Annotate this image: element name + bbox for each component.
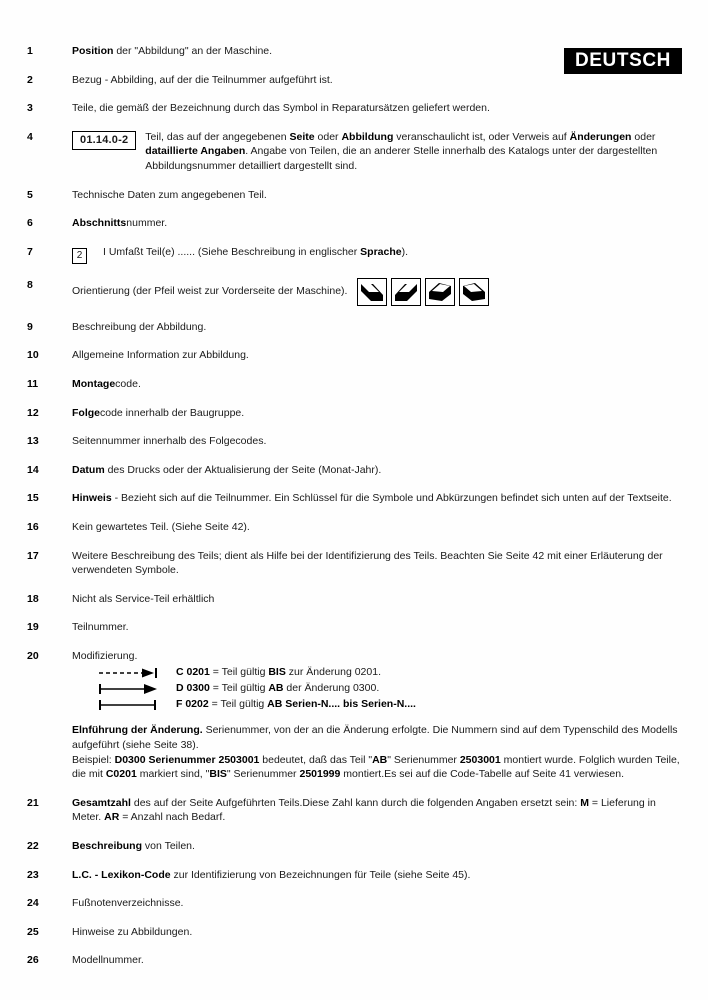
legend-entry-number: 24 (27, 897, 39, 910)
bar-line-bar-icon (98, 699, 164, 711)
legend-entry-body (72, 796, 682, 825)
dashed-line-arrow-right-with-endbar-icon (98, 667, 164, 679)
sub-1-seg-11: 2501999 (299, 768, 341, 781)
legend-entry-24 (0, 896, 708, 911)
legend-entry-number: 20 (27, 649, 39, 662)
orientation-icon-group (357, 278, 489, 306)
entry-12-seg-0: Folge (72, 406, 100, 419)
legend-entry-number: 9 (27, 320, 33, 333)
explanation-paragraph (72, 753, 682, 782)
entry-22-seg-1: von Teilen. (142, 840, 195, 853)
entry-16-seg-0: Kein gewartetes Teil. (Siehe Seite 42). (72, 520, 250, 533)
legend-entry-17 (0, 549, 708, 578)
legend-entry-22 (0, 839, 708, 854)
legend-entry-8 (0, 278, 708, 306)
modification-line-text (176, 681, 379, 696)
entry-4-seg-0: Teil, das auf der angegebenen (145, 130, 290, 143)
mod-0-seg-0: C 0201 (176, 666, 210, 679)
legend-entry-number: 26 (27, 954, 39, 967)
orientation-arrow-down-left-icon (425, 278, 455, 306)
legend-entry-text (145, 130, 682, 174)
legend-entry-body (72, 491, 682, 506)
sub-1-seg-4: " Serienummer (387, 753, 460, 766)
sub-1-seg-12: montiert.Es sei auf die Code-Tabelle auf Seite 41 verwiesen. (340, 768, 625, 781)
entry-19-seg-0: Teilnummer. (72, 621, 129, 634)
legend-entry-25 (0, 925, 708, 940)
mod-1-seg-1: = Teil gültig (209, 682, 269, 695)
entry-23-seg-1: zur Identifizierung von Bezeichnungen für Teile (siehe Seite 45). (170, 868, 471, 881)
modification-line (72, 681, 682, 696)
entry-21-seg-2: M (580, 796, 589, 809)
legend-entry-text (103, 246, 408, 258)
modification-explanation (72, 723, 682, 781)
entry-21-seg-0: Gesamtzahl (72, 796, 131, 809)
entry-4-seg-1: Seite (289, 130, 315, 143)
legend-entry-9 (0, 320, 708, 335)
entry-10-seg-0: Allgemeine Information zur Abbildung. (72, 349, 249, 362)
legend-entry-body (72, 953, 682, 968)
mod-2-seg-2: AB Serien-N.... bis Serien-N.... (267, 698, 416, 711)
entry-7-seg-2: ). (401, 245, 409, 258)
entry-4-seg-7: dataillierte Angaben (145, 145, 246, 158)
orientation-arrow-up-left-icon (391, 278, 421, 306)
legend-entry-10 (0, 348, 708, 363)
entry-11-seg-0: Montage (72, 377, 116, 390)
entry-9-seg-0: Beschreibung der Abbildung. (72, 320, 207, 333)
legend-entry-number: 8 (27, 278, 33, 291)
legend-entry-body (72, 520, 682, 535)
mod-0-seg-2: BIS (268, 666, 286, 679)
entry-3-seg-0: Teile, die gemäß der Bezeichnung durch das Symbol in Reparatursätzen geliefert werden. (72, 102, 490, 115)
legend-entry-number: 5 (27, 188, 33, 201)
legend-entry-4 (0, 130, 708, 174)
legend-entry-number: 14 (27, 463, 39, 476)
mod-1-seg-2: AB (268, 682, 284, 695)
quantity-box: 2 (72, 248, 87, 264)
legend-entry-number: 18 (27, 592, 39, 605)
entry-1-seg-1: der "Abbildung" an der Maschine. (113, 45, 273, 57)
legend-entry-18 (0, 592, 708, 607)
entry-15-seg-1: - Bezieht sich auf die Teilnummer. Ein Schlüssel für die Symbole und Abkürzungen befindet sich unten auf der Textseite. (111, 492, 672, 505)
legend-entry-body (72, 868, 682, 883)
legend-entry-7 (0, 245, 708, 264)
legend-entry-19 (0, 620, 708, 635)
entry-1-seg-0: Position (72, 45, 114, 57)
legend-entry-20 (0, 649, 708, 782)
legend-entry-26 (0, 953, 708, 968)
modification-line-text (176, 697, 416, 712)
legend-entry-number: 2 (27, 73, 33, 86)
entry-21-seg-3: = Lieferung in Meter. (72, 796, 656, 824)
legend-entry-number: 19 (27, 621, 39, 634)
language-badge: DEUTSCH (564, 48, 682, 74)
mod-0-seg-1: = Teil gültig (209, 666, 269, 679)
legend-entry-number: 17 (27, 549, 39, 562)
orientation-arrow-up-right-icon (459, 278, 489, 306)
legend-entry-body (72, 592, 682, 607)
orientation-arrow-down-right-icon (357, 278, 387, 306)
legend-entry-body (72, 44, 682, 59)
entry-12-seg-1: code innerhalb der Baugruppe. (100, 406, 245, 419)
legend-entry-13 (0, 434, 708, 449)
legend-entry-number: 11 (27, 377, 39, 390)
entry-23-seg-0: L.C. - Lexikon-Code (72, 868, 171, 881)
entry-21-seg-5: = Anzahl nach Bedarf. (119, 811, 226, 824)
legend-entry-body (72, 649, 682, 782)
legend-entry-number: 16 (27, 520, 39, 533)
modification-symbol-list (72, 665, 682, 712)
sub-0-seg-1: Serienummer, von der an die Änderung erfolgte. Die Nummern sind auf dem Typenschild des Modells aufgeführt (siehe Seite 38). (72, 724, 678, 752)
legend-entry-body (72, 406, 682, 421)
legend-entry-number: 13 (27, 435, 39, 448)
entry-21-seg-4: AR (104, 811, 120, 824)
legend-entry-body (72, 377, 682, 392)
sub-1-seg-0: Beispiel: (72, 753, 115, 766)
mod-0-seg-3: zur Änderung 0201. (285, 666, 381, 679)
modification-line (72, 665, 682, 680)
legend-entry-body (72, 245, 682, 264)
legend-entry-number: 23 (27, 868, 39, 881)
legend-entry-12 (0, 406, 708, 421)
mod-1-seg-3: der Änderung 0300. (283, 682, 380, 695)
legend-list (0, 44, 708, 982)
entry-22-seg-0: Beschreibung (72, 840, 143, 853)
legend-entry-text (72, 649, 682, 664)
legend-entry-number: 21 (27, 796, 39, 809)
entry-17-seg-0: Weitere Beschreibung des Teils; dient als Hilfe bei der Identifizierung des Teils. Beachten Sie Seite 42 mit einer Erläuterung der verwendeten Symbole. (72, 549, 663, 577)
entry-4-seg-2: oder (314, 130, 342, 143)
entry-2-seg-0: Bezug - Abbilding, auf der die Teilnummer aufgeführt ist. (72, 73, 333, 86)
legend-entry-body (72, 896, 682, 911)
sub-1-seg-9: BIS (209, 768, 227, 781)
legend-entry-6 (0, 216, 708, 231)
sub-1-seg-1: D0300 Serienummer 2503001 (114, 753, 260, 766)
sub-1-seg-7: C0201 (105, 768, 137, 781)
legend-entry-14 (0, 463, 708, 478)
legend-entry-body (72, 925, 682, 940)
legend-entry-number: 1 (27, 45, 33, 57)
sub-1-seg-8: markiert sind, " (136, 768, 210, 781)
entry-26-seg-0: Modellnummer. (72, 954, 144, 967)
legend-entry-body (72, 549, 682, 578)
mod-2-seg-0: F 0202 (176, 698, 209, 711)
bar-line-arrow-right-icon (98, 683, 164, 695)
legend-entry-body (72, 101, 682, 116)
entry-4-seg-5: Änderungen (569, 130, 632, 143)
mod-2-seg-1: = Teil gültig (208, 698, 268, 711)
entry-21-seg-1: des auf der Seite Aufgeführten Teils.Diese Zahl kann durch die folgenden Angaben ersetzt sein: (130, 796, 581, 809)
entry-7-seg-0: I Umfaßt Teil(e) ...... (Siehe Beschreibung in englischer (103, 245, 361, 258)
legend-entry-3 (0, 101, 708, 116)
legend-entry-number: 3 (27, 102, 33, 115)
entry-15-seg-0: Hinweis (72, 492, 112, 505)
legend-entry-number: 15 (27, 492, 39, 505)
legend-entry-5 (0, 188, 708, 203)
figure-reference-box[interactable]: 01.14.0-2 (72, 131, 136, 150)
legend-entry-21 (0, 796, 708, 825)
legend-entry-1 (0, 44, 708, 59)
legend-entry-15 (0, 491, 708, 506)
entry-5-seg-0: Technische Daten zum angegebenen Teil. (72, 188, 267, 201)
sub-1-seg-2: bedeutet, daß das Teil " (259, 753, 373, 766)
legend-entry-number: 7 (27, 245, 33, 258)
entry-18-seg-0: Nicht als Service-Teil erhältlich (72, 592, 215, 605)
mod-1-seg-0: D 0300 (176, 682, 210, 695)
entry-7-seg-1: Sprache (360, 245, 402, 258)
legend-entry-body (72, 434, 682, 449)
entry-4-seg-6: oder (631, 130, 656, 143)
entry-14-seg-1: des Drucks oder der Aktualisierung der Seite (Monat-Jahr). (104, 463, 382, 476)
legend-entry-number: 4 (27, 130, 33, 143)
legend-entry-23 (0, 868, 708, 883)
entry-24-seg-0: Fußnotenverzeichnisse. (72, 897, 184, 910)
entry-14-seg-0: Datum (72, 463, 105, 476)
entry-6-seg-1: nummer. (126, 217, 168, 230)
legend-entry-number: 6 (27, 217, 33, 230)
sub-0-seg-0: Elnführung der Änderung. (72, 724, 203, 737)
legend-entry-body (72, 130, 682, 174)
entry-4-seg-8: . Angabe von Teilen, die an anderer Stelle innerhalb des Katalogs unter der dargestellten Abbildungsnummer detailliert dargestellt sind. (145, 145, 658, 172)
legend-entry-16 (0, 520, 708, 535)
entry-13-seg-0: Seitennummer innerhalb des Folgecodes. (72, 435, 267, 448)
legend-entry-number: 12 (27, 406, 39, 419)
entry-6-seg-0: Abschnitts (72, 217, 127, 230)
legend-entry-body (72, 216, 682, 231)
explanation-paragraph (72, 723, 682, 752)
legend-entry-body (72, 839, 682, 854)
legend-entry-body (72, 188, 682, 203)
legend-entry-2 (0, 73, 708, 88)
legend-entry-number: 25 (27, 925, 39, 938)
entry-20-seg-0: Modifizierung. (72, 649, 138, 662)
legend-entry-body (72, 348, 682, 363)
legend-entry-11 (0, 377, 708, 392)
entry-8-seg-0: Orientierung (der Pfeil weist zur Vorderseite der Maschine). (72, 285, 348, 298)
legend-entry-text (72, 284, 347, 299)
modification-line (72, 697, 682, 712)
sub-1-seg-3: AB (372, 753, 388, 766)
legend-entry-body (72, 278, 682, 306)
entry-25-seg-0: Hinweise zu Abbildungen. (72, 925, 193, 938)
modification-line-text (176, 665, 381, 680)
entry-4-seg-4: veranschaulicht ist, oder Verweis auf (393, 130, 570, 143)
entry-4-seg-3: Abbildung (341, 130, 394, 143)
legend-entry-number: 10 (27, 349, 39, 362)
legend-entry-body (72, 73, 682, 88)
legend-entry-body (72, 620, 682, 635)
legend-entry-number: 22 (27, 840, 39, 853)
entry-11-seg-1: code. (115, 377, 141, 390)
legend-entry-body (72, 463, 682, 478)
legend-entry-body (72, 320, 682, 335)
sub-1-seg-5: 2503001 (459, 753, 501, 766)
sub-1-seg-10: " Serienummer (226, 768, 300, 781)
sub-1-seg-6: montiert wurde. Folglich wurden Teile, die mit (72, 753, 680, 781)
